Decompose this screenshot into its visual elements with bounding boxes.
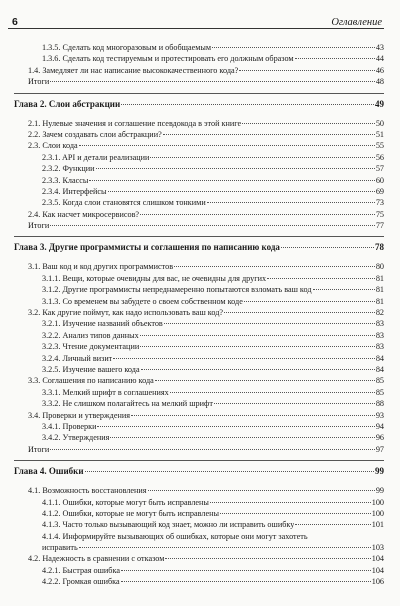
dot-leader [97,425,374,427]
toc-entry-title: 3.3. Соглашения по написанию кода [28,376,154,386]
dot-leader [295,57,375,59]
dot-leader [96,167,375,169]
toc-entry-title: 2.2. Зачем создавать слои абстракции? [28,129,162,139]
page-number: 6 [12,16,18,28]
toc-entry-title: 4.1.1. Ошибки, которые могут быть исправлены [42,497,209,507]
toc-page-number: 96 [375,433,384,443]
toc-page-number: 46 [375,65,384,75]
toc-entry-title: 4.2.1. Быстрая ошибка [42,565,120,575]
dot-leader [89,179,374,181]
toc-entry-title: 4.1.4. Информируйте вызывающих об ошибках, которые они могут захотеть [42,531,308,541]
toc-entry-title: 2.1. Нулевые значения и соглашение псевдокода в этой книге [28,118,242,128]
toc-page-number: 50 [375,118,384,128]
toc-entry-title: 4.1. Возможность восстановления [28,486,147,496]
dot-leader [121,569,371,571]
dot-leader [148,489,375,491]
dot-leader [141,368,375,370]
toc-entry-title: 3.4.1. Проверки [42,421,97,431]
toc-entry[interactable] [14,375,384,386]
toc-page-number: 48 [375,77,384,87]
toc-page-number: 44 [375,54,384,64]
toc-entry-title: 3.4.2. Утверждения [42,433,110,443]
dot-leader [155,379,375,381]
toc-entry-title: Итоги [28,77,50,87]
toc-page-number: 100 [371,497,384,507]
toc-entry[interactable] [14,444,384,455]
toc-page-number: 60 [375,175,384,185]
toc-entry-title: 3.1.1. Вещи, которые очевидны для вас, не очевидны для других [42,273,267,283]
toc-entry-title: 2.3. Слои кода [28,141,78,151]
toc-page-number: 56 [375,152,384,162]
toc-entry[interactable] [14,485,384,496]
toc-entry[interactable] [14,152,384,163]
toc-page-number: 77 [375,221,384,231]
toc-entry-title: 2.3.4. Интерфейсы [42,186,107,196]
toc-page-number: 99 [375,486,384,496]
toc-entry-title: 2.4. Как насчет микросервисов? [28,209,140,219]
dot-leader [220,512,371,514]
dot-leader [121,103,374,105]
toc-page-number: 88 [375,399,384,409]
chapter-divider [14,460,384,461]
toc-page-number: 100 [371,508,384,518]
toc-page-number: 43 [375,43,384,52]
toc-entry[interactable] [14,220,384,231]
toc-entry[interactable] [14,42,384,53]
toc-page-number: 97 [375,444,384,454]
toc-entry[interactable] [14,197,384,208]
spacer [14,110,384,118]
toc-entry-title: 3.3.1. Мелкий шрифт в соглашениях [42,387,169,397]
dot-leader [239,69,375,71]
toc-page-number: 84 [375,353,384,363]
toc-entry[interactable] [14,140,384,151]
toc-entry-title: 1.3.6. Сделать код тестируемым и протестировать его должным образом [42,54,294,64]
toc-entry-title: 4.1.2. Ошибки, которые не могут быть исправлены [42,508,219,518]
dot-leader [121,580,371,582]
toc-entry-title: 3.3.2. Не слишком полагайтесь на мелкий шрифт [42,399,213,409]
dot-leader [165,557,370,559]
toc-chapter-heading[interactable] [14,241,384,253]
toc-chapter-heading[interactable] [14,465,384,477]
table-of-contents [14,42,384,588]
toc-entry-title: 2.3.1. API и детали реализации [42,152,150,162]
toc-entry[interactable] [14,118,384,129]
toc-page-number: 106 [371,577,384,587]
toc-page-number: 80 [375,262,384,272]
toc-page-number: 78 [375,242,384,253]
spacer [14,253,384,261]
toc-entry[interactable] [14,296,384,307]
toc-entry[interactable] [14,318,384,329]
toc-entry[interactable] [14,565,384,576]
toc-entry-title: 3.1. Ваш код и код других программистов [28,262,174,272]
dot-leader [170,391,375,393]
toc-entry-title: 4.2. Надежность в сравнении с отказом [28,554,165,564]
toc-entry-title: 3.1.3. Со временем вы забудете о своем собственном коде [42,296,243,306]
toc-entry-title: 3.2.1. Изучение названий объектов [42,319,163,329]
dot-leader [313,288,375,290]
toc-entry[interactable] [14,129,384,140]
toc-entry-title: Глава 2. Слои абстракции [14,98,121,109]
dot-leader [163,133,375,135]
toc-entry-title: 4.1.3. Часто только вызывающий код знает, можно ли исправить ошибку [42,520,295,530]
toc-entry[interactable] [14,330,384,341]
toc-page-number: 93 [375,410,384,420]
dot-leader [212,46,375,48]
toc-page-number: 55 [375,141,384,151]
toc-entry[interactable] [14,410,384,421]
dot-leader [50,224,375,226]
toc-entry-title: 1.3.5. Сделать код многоразовым и обобщаемым [42,43,212,52]
toc-entry[interactable] [14,531,384,554]
toc-entry-title: 3.4. Проверки и утверждения [28,410,131,420]
running-title: Оглавление [331,17,382,28]
toc-entry[interactable] [14,163,384,174]
dot-leader [50,448,375,450]
dot-leader [244,300,375,302]
dot-leader [79,144,375,146]
toc-entry[interactable] [14,553,384,564]
dot-leader [295,523,370,525]
toc-entry[interactable] [14,53,384,64]
dot-leader [224,311,375,313]
toc-entry[interactable] [14,186,384,197]
toc-page-number: 69 [375,186,384,196]
toc-entry[interactable] [14,576,384,587]
toc-entry-title: 3.1.2. Другие программисты непреднамеренно попытаются взломать ваш код [42,285,312,295]
toc-page-number: 75 [375,209,384,219]
dot-leader [110,436,374,438]
toc-entry[interactable] [14,398,384,409]
dot-leader [164,322,375,324]
toc-entry[interactable] [14,175,384,186]
toc-entry[interactable] [14,341,384,352]
toc-entry-title: Итоги [28,221,50,231]
toc-page-number: 103 [371,543,384,553]
toc-page-number: 85 [375,387,384,397]
toc-page-number: 94 [375,421,384,431]
toc-entry-title: 2.3.5. Когда слои становятся слишком тонкими [42,198,206,208]
toc-entry[interactable] [14,209,384,220]
toc-page-number: 73 [375,198,384,208]
dot-leader [214,402,375,404]
toc-page-number: 81 [375,273,384,283]
dot-leader [50,80,375,82]
toc-entry-title: 3.2.4. Личный визит [42,353,113,363]
dot-leader [131,414,375,416]
toc-page-number: 81 [375,285,384,295]
dot-leader [140,345,375,347]
toc-entry[interactable] [14,307,384,318]
toc-entry-title: 2.3.2. Функции [42,164,95,174]
toc-chapter-heading[interactable] [14,98,384,110]
toc-entry-title: 3.2.5. Изучение вашего кода [42,364,140,374]
toc-entry[interactable] [14,497,384,508]
toc-page-number: 49 [375,98,384,109]
chapter-divider [14,93,384,94]
dot-leader [242,122,375,124]
running-header [8,12,384,29]
toc-entry-title: исправить [42,543,78,553]
toc-entry[interactable] [14,432,384,443]
dot-leader [140,334,375,336]
toc-entry[interactable] [14,387,384,398]
toc-page-number: 57 [375,164,384,174]
toc-page-number: 101 [371,520,384,530]
toc-entry[interactable] [14,421,384,432]
toc-page-number: 83 [375,319,384,329]
toc-entry[interactable] [14,519,384,530]
toc-page-number: 104 [371,554,384,564]
toc-page-number: 83 [375,342,384,352]
spacer [14,477,384,485]
chapter-divider [14,236,384,237]
toc-page-number: 99 [375,466,384,477]
dot-leader [79,546,371,548]
toc-entry-title: 1.4. Замедляет ли нас написание высококачественного кода? [28,65,239,75]
toc-entry[interactable] [14,284,384,295]
dot-leader [281,246,374,248]
dot-leader [210,501,371,503]
dot-leader [207,201,375,203]
toc-entry[interactable] [14,364,384,375]
dot-leader [267,277,375,279]
toc-page-number: 104 [371,565,384,575]
toc-page-number: 82 [375,308,384,318]
dot-leader [174,265,375,267]
dot-leader [108,190,375,192]
toc-entry-title: 4.2.2. Громкая ошибка [42,577,120,587]
toc-entry[interactable] [14,65,384,76]
toc-entry[interactable] [14,261,384,272]
toc-page-number: 83 [375,330,384,340]
toc-entry-title: Глава 4. Ошибки [14,466,84,477]
toc-page-number: 81 [375,296,384,306]
toc-page-number: 84 [375,364,384,374]
toc-entry[interactable] [14,508,384,519]
toc-entry[interactable] [14,76,384,87]
toc-entry-title: 3.2. Как другие поймут, как надо использовать ваш код? [28,308,224,318]
toc-entry-title: 3.2.3. Чтение документации [42,342,140,352]
toc-entry-title: 3.2.2. Анализ типов данных [42,330,139,340]
toc-page-number: 85 [375,376,384,386]
toc-entry-title: 2.3.3. Классы [42,175,89,185]
dot-leader [85,470,374,472]
toc-entry-title: Итоги [28,444,50,454]
dot-leader [150,156,374,158]
dot-leader [140,213,375,215]
toc-page-number: 51 [375,129,384,139]
dot-leader [113,357,375,359]
toc-entry[interactable] [14,273,384,284]
toc-entry[interactable] [14,353,384,364]
toc-entry-title: Глава 3. Другие программисты и соглашения по написанию кода [14,242,280,253]
